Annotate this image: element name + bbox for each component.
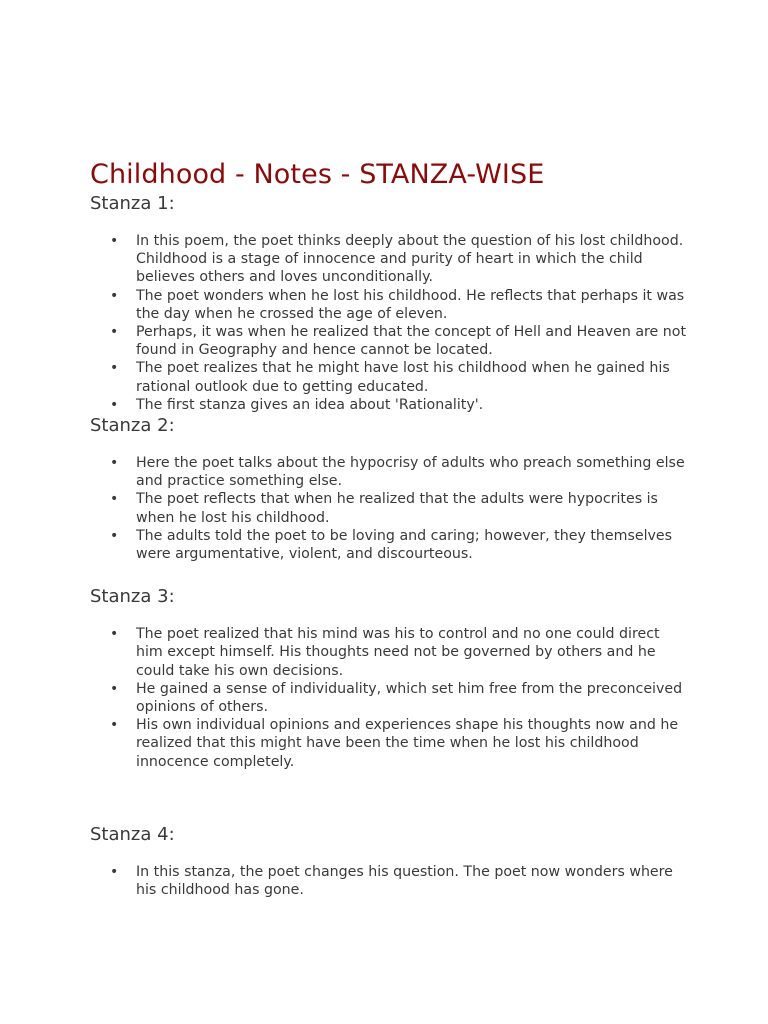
list-item [90, 287, 690, 323]
list-item [90, 232, 690, 287]
bullet-icon: • [110, 455, 119, 472]
stanza-1-heading: Stanza 1: [90, 193, 175, 214]
stanza-4-list [90, 863, 690, 899]
list-item-text: The poet wonders when he lost his childhood. He reflects that perhaps it was the day when he crossed the age of eleven. [136, 287, 685, 322]
stanza-3-heading: Stanza 3: [90, 586, 175, 608]
stanza-1-list [90, 232, 690, 414]
list-item-text: The adults told the poet to be loving and caring; however, they themselves were argumentative, violent, and discourteous. [136, 527, 673, 563]
list-item-text: The poet realized that his mind was his to control and no one could direct him except himself. His thoughts need not be governed by others and he could take his own decisions. [136, 626, 660, 679]
list-item [90, 396, 690, 414]
bullet-icon: • [110, 527, 119, 544]
bullet-icon: • [110, 626, 119, 643]
list-item [90, 527, 690, 563]
list-item-text: In this stanza, the poet changes his question. The poet now wonders where his childhood has gone. [136, 863, 673, 899]
list-item-text: The poet realizes that he might have lost his childhood when he gained his rational outlook due to getting educated. [136, 360, 670, 395]
list-item [90, 490, 690, 526]
list-item [90, 359, 690, 395]
bullet-icon: • [110, 360, 119, 377]
list-item-text: Perhaps, it was when he realized that the concept of Hell and Heaven are not found in Geography and hence cannot be located. [136, 324, 687, 359]
list-item-text: In this poem, the poet thinks deeply about the question of his lost childhood. Childhood is a stage of innocence and purity of heart in which the child believes others and loves unconditionally. [136, 233, 684, 286]
bullet-icon: • [110, 324, 119, 341]
list-item-text: He gained a sense of individuality, which set him free from the preconceived opinions of others. [136, 680, 683, 716]
stanza-2-heading: Stanza 2: [90, 415, 175, 437]
stanza-2-list [90, 454, 690, 563]
bullet-icon: • [110, 680, 119, 697]
document-page [90, 158, 690, 899]
list-item-text: Here the poet talks about the hypocrisy of adults who preach something else and practice something else. [136, 455, 685, 490]
list-item [90, 323, 690, 359]
list-item-text: His own individual opinions and experiences shape his thoughts now and he realized that this might have been the time when he lost his childhood innocence completely. [136, 717, 679, 770]
bullet-icon: • [110, 717, 119, 734]
list-item [90, 625, 690, 680]
bullet-icon: • [110, 233, 119, 249]
list-item [90, 716, 690, 771]
stanza-3-list [90, 625, 690, 771]
list-item [90, 680, 690, 716]
bullet-icon: • [110, 863, 119, 880]
list-item-text: The poet reflects that when he realized that the adults were hypocrites is when he lost his childhood. [136, 491, 658, 526]
bullet-icon: • [110, 491, 119, 508]
list-item-text: The first stanza gives an idea about 'Rationality'. [136, 396, 484, 413]
stanza-4-heading: Stanza 4: [90, 823, 175, 845]
bullet-icon: • [110, 287, 119, 304]
list-item [90, 863, 690, 899]
document-title: Childhood - Notes - STANZA-WISE [90, 159, 545, 190]
bullet-icon: • [110, 396, 119, 413]
list-item [90, 454, 690, 490]
